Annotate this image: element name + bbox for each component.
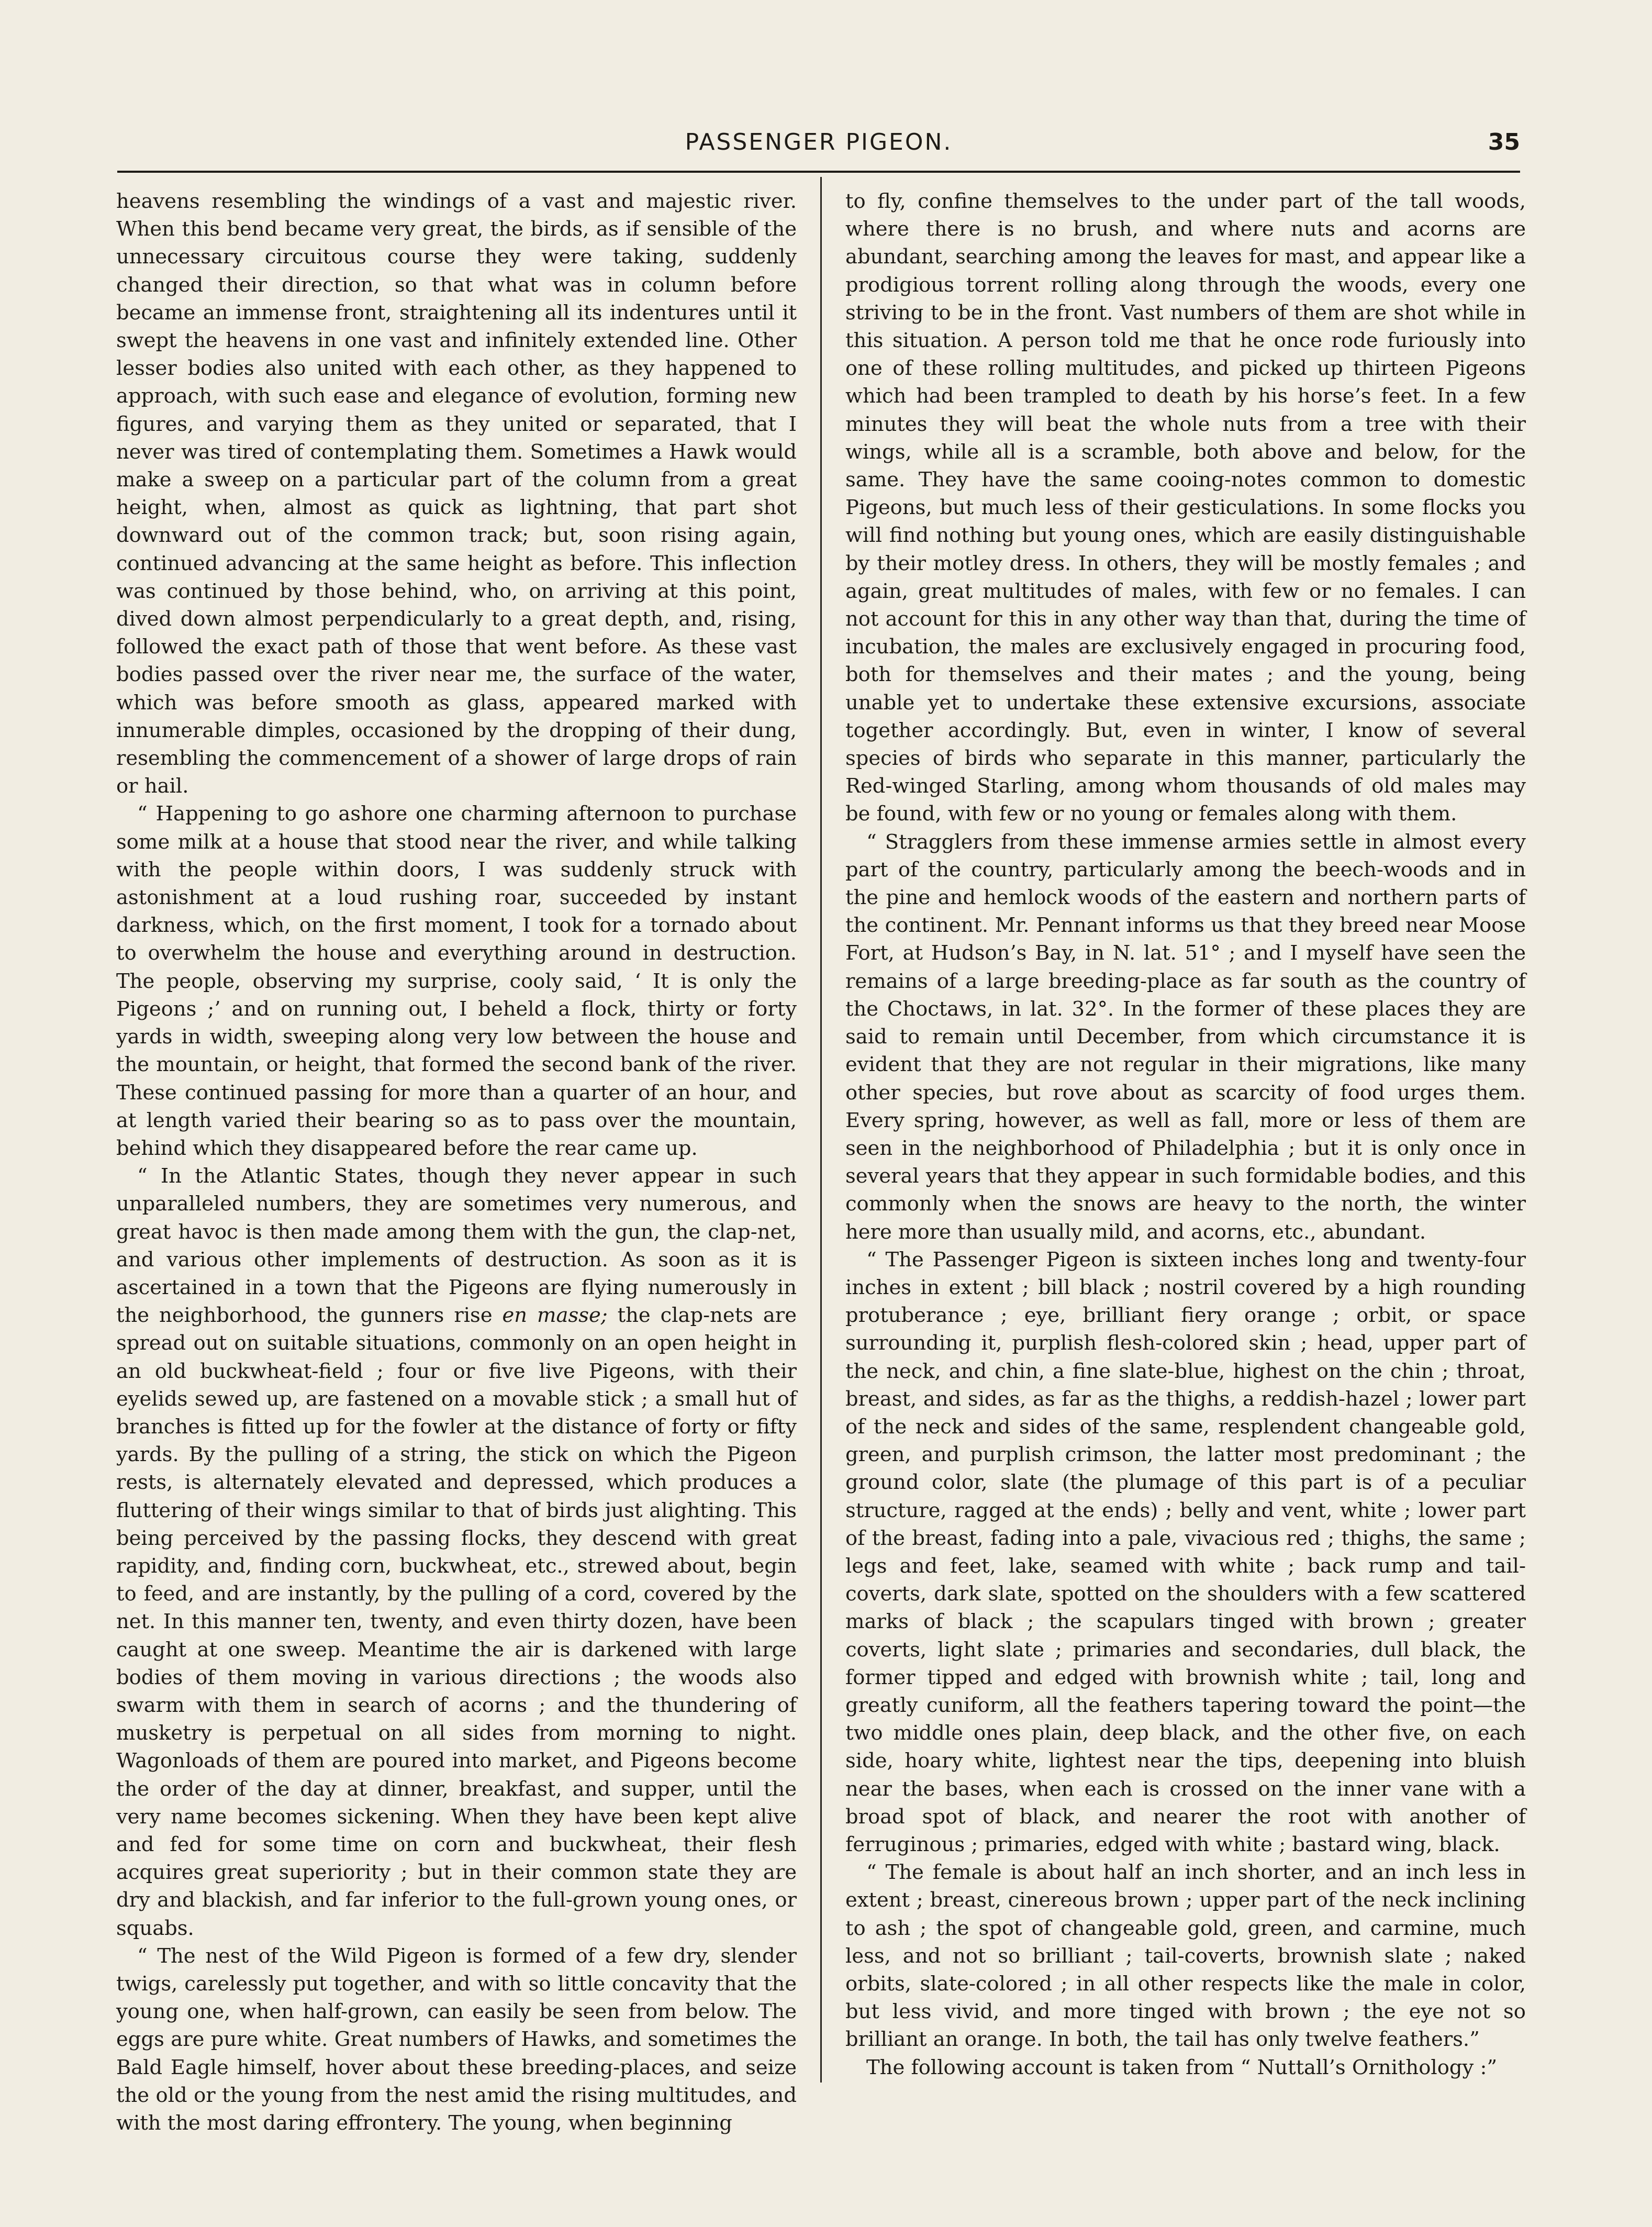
- text-span: the clap-nets are spread out on suitable situations, commonly on an open height in an old buckwheat-field ; four or five live Pigeons, with their eyelids sewed up, are fastened on a movable stick ; a small hut of branches is fitted up for the fowler at the distance of forty or fifty yards. By the pulling of a string, the stick on which the Pigeon rests, is alternately elevated and depressed, which produces a fluttering of their wings similar to that of birds just alighting. This being perceived by the passing flocks, they descend with great rapidity, and, finding corn, buckwheat, etc., strewed about, begin to feed, and are instantly, by the pulling of a cord, covered by the net. In this manner ten, twenty, and even thirty dozen, have been caught at one sweep. Meantime the air is darkened with large bodies of them moving in various directions ; the woods also swarm with them in search of acorns ; and the thundering of musketry is perpetual on all sides from morning to night. Wagonloads of them are poured into market, and Pigeons become the order of the day at dinner, breakfast, and supper, until the very name becomes sickening. When they have been kept alive and fed for some time on corn and buckwheat, their flesh acquires great superiority ; but in their common state they are dry and blackish, and far inferior to the full-grown young ones, or squabs.: [116, 1304, 797, 1940]
- page-header: [117, 129, 1520, 165]
- header-rule: [117, 171, 1520, 173]
- paragraph: heavens resembling the windings of a vast and majestic river. When this bend became very great, the birds, as if sensible of the unnecessary circuitous course they were taking, suddenly changed their direction, so that what was in column before became an immense front, straightening all its indentures until it swept the heavens in one vast and infinitely extended line. Other lesser bodies also united with each other, as they happened to approach, with such ease and elegance of evolution, forming new figures, and varying them as they united or separated, that I never was tired of contemplating them. Sometimes a Hawk would make a sweep on a particular part of the column from a great height, when, almost as quick as lightning, that part shot downward out of the common track; but, soon rising again, continued advancing at the same height as before. This inflection was continued by those behind, who, on arriving at this point, dived down almost perpendicularly to a great depth, and, rising, followed the exact path of those that went before. As these vast bodies passed over the river near me, the surface of the water, which was before smooth as glass, appeared marked with innumerable dimples, occasioned by the dropping of their dung, resembling the commencement of a shower of large drops of rain or hail.: [116, 190, 797, 798]
- italic-phrase: en masse;: [502, 1304, 608, 1328]
- column-divider: [820, 177, 822, 2083]
- page-number: 35: [1488, 129, 1520, 155]
- paragraph: The following account is taken from “ Nuttall’s Ornithology :”: [866, 2055, 1498, 2079]
- paragraph: “ The female is about half an inch shorter, and an inch less in extent ; breast, cinereous brown ; upper part of the neck inclining to ash ; the spot of changeable gold, green, and carmine, much less, and not so brilliant ; tail-coverts, brownish slate ; naked orbits, slate-colored ; in all other respects like the male in color, but less vivid, and more tinged with brown ; the eye not so brilliant an orange. In both, the tail has only twelve feathers.”: [845, 1861, 1526, 2052]
- paragraph: “ The Passenger Pigeon is sixteen inches long and twenty-four inches in extent ; bill black ; nostril covered by a high rounding protuberance ; eye, brilliant fiery orange ; orbit, or space surrounding it, purplish flesh-colored skin ; head, upper part of the neck, and chin, a fine slate-blue, highest on the chin ; throat, breast, and sides, as far as the thighs, a reddish-hazel ; lower part of the neck and sides of the same, resplendent changeable gold, green, and purplish crimson, the latter most predominant ; the ground color, slate (the plumage of this part is of a peculiar structure, ragged at the ends) ; belly and vent, white ; lower part of the breast, fading into a pale, vivacious red ; thighs, the same ; legs and feet, lake, seamed with white ; back rump and tail-coverts, dark slate, spotted on the shoulders with a few scattered marks of black ; the scapulars tinged with brown ; greater coverts, light slate ; primaries and secondaries, dull black, the former tipped and edged with brownish white ; tail, long and greatly cuniform, all the feathers tapering toward the point—the two middle ones plain, deep black, and the other five, on each side, hoary white, lightest near the tips, deepening into bluish near the bases, when each is crossed on the inner vane with a broad spot of black, and nearer the root with another of ferruginous ; primaries, edged with white ; bastard wing, black.: [845, 1248, 1526, 1856]
- running-title: PASSENGER PIGEON.: [685, 129, 953, 155]
- paragraph: [116, 1162, 797, 1942]
- paragraph: “ Happening to go ashore one charming afternoon to purchase some milk at a house that stood near the river, and while talking with the people within doors, I was suddenly struck with astonishment at a loud rushing roar, succeeded by instant darkness, which, on the first moment, I took for a tornado about to overwhelm the house and everything around in destruction. The people, observing my surprise, cooly said, ‘ It is only the Pigeons ;’ and on running out, I beheld a flock, thirty or forty yards in width, sweeping along very low between the house and the mountain, or height, that formed the second bank of the river. These continued passing for more than a quarter of an hour, and at length varied their bearing so as to pass over the mountain, behind which they disappeared before the rear came up.: [116, 802, 797, 1160]
- text-span: “ In the Atlantic States, though they never appear in such unparalleled numbers, they are sometimes very numerous, and great havoc is then made among them with the gun, the clap-net, and various other implements of destruction. As soon as it is ascertained in a town that the Pigeons are flying numerously in the neighborhood, the gunners rise: [116, 1164, 797, 1328]
- paragraph: “ The nest of the Wild Pigeon is formed of a few dry, slender twigs, carelessly put together, and with so little concavity that the young one, when half-grown, can easily be seen from below. The eggs are pure white. Great numbers of Hawks, and sometimes the Bald Eagle himself, hover about these breeding-places, and seize the old or the young from the nest amid the rising multitudes, and with the most daring effrontery. The young, when beginning: [116, 1944, 797, 2135]
- paragraph: to fly, confine themselves to the under part of the tall woods, where there is no brush, and where nuts and acorns are abundant, searching among the leaves for mast, and appear like a prodigious torrent rolling along through the woods, every one striving to be in the front. Vast numbers of them are shot while in this situation. A person told me that he once rode furiously into one of these rolling multitudes, and picked up thirteen Pigeons which had been trampled to death by his horse’s feet. In a few minutes they will beat the whole nuts from a tree with their wings, while all is a scramble, both above and below, for the same. They have the same cooing-notes common to domestic Pigeons, but much less of their gesticulations. In some flocks you will find nothing but young ones, which are easily distinguishable by their motley dress. In others, they will be mostly females ; and again, great multitudes of males, with few or no females. I can not account for this in any other way than that, during the time of incubation, the males are exclusively engaged in procuring food, both for themselves and their mates ; and the young, being unable yet to undertake these extensive excursions, associate together accordingly. But, even in winter, I know of several species of birds who separate in this manner, particularly the Red-winged Starling, among whom thousands of old males may be found, with few or no young or females along with them.: [845, 190, 1526, 826]
- paragraph: “ Stragglers from these immense armies settle in almost every part of the country, particularly among the beech-woods and in the pine and hemlock woods of the eastern and northern parts of the continent. Mr. Pennant informs us that they breed near Moose Fort, at Hudson’s Bay, in N. lat. 51° ; and I myself have seen the remains of a large breeding-place as far south as the country of the Choctaws, in lat. 32°. In the former of these places they are said to remain until December, from which circumstance it is evident that they are not regular in their migrations, like many other species, but rove about as scarcity of food urges them. Every spring, however, as well as fall, more or less of them are seen in the neighborhood of Philadelphia ; but it is only once in several years that they appear in such formidable bodies, and this commonly when the snows are heavy to the north, the winter here more than usually mild, and acorns, etc., abundant.: [845, 830, 1526, 1244]
- left-column: [116, 187, 797, 2137]
- right-column: [845, 187, 1526, 2081]
